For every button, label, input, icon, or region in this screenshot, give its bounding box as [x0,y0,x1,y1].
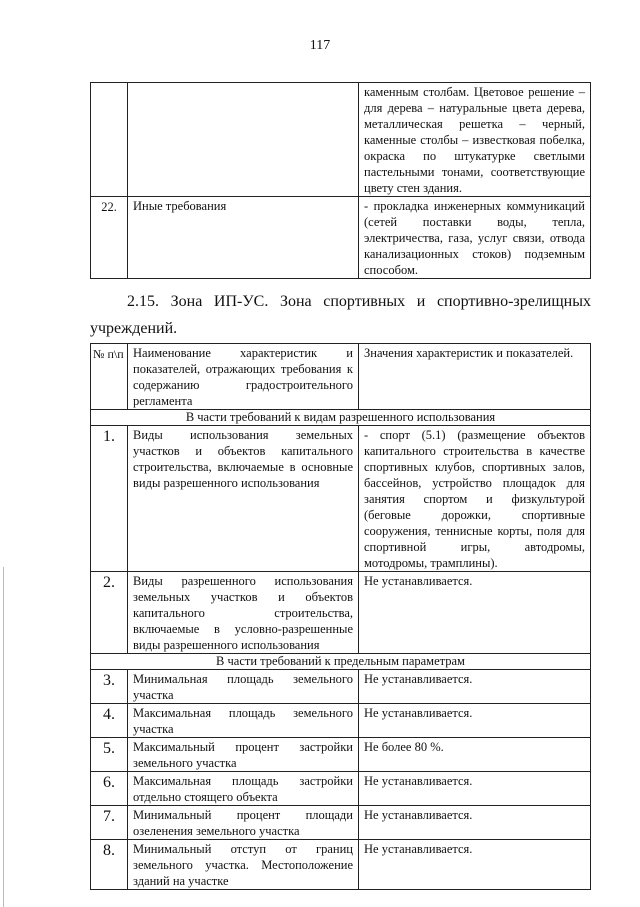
row-value: - спорт (5.1) (размещение объектов капитального строительства в качестве спортивных клубов, спортивных залов, бассейнов, устройство площадок для занятия спортом и физкультурой (беговые дорожки, спортивные сооружения, теннисные корты, поля для спортивной игры, автодромы, мотодромы, трамплины). [359,426,591,572]
row-value: - прокладка инженерных коммуникаций (сетей поставки воды, тепла, электричества, газа, услуг связи, отвода канализационных стоков) подземным способом. [359,197,591,279]
row-number: 22. [91,197,128,279]
header-number: № п\п [91,344,128,410]
page-number: 117 [309,38,331,53]
row-characteristic: Минимальная площадь земельного участка [128,670,359,704]
section-title-permitted-use: В части требований к видам разрешенного использования [91,410,591,426]
row-characteristic: Виды использования земельных участков и объектов капитального строительства, включаемые в основные виды разрешенного использования [128,426,359,572]
header-row [91,344,591,410]
row-characteristic: Минимальный процент площади озеленения земельного участка [128,806,359,840]
table-row [91,738,591,772]
table-row [91,704,591,738]
table-row [91,670,591,704]
row-number: 7. [91,806,128,840]
continued-requirements-table [90,82,591,279]
row-characteristic: Максимальная площадь застройки отдельно стоящего объекта [128,772,359,806]
row-value: Не устанавливается. [359,772,591,806]
section-row [91,410,591,426]
section-heading: 2.15. Зона ИП-УС. Зона спортивных и спортивно-зрелищных [127,293,591,310]
row-value: Не устанавливается. [359,806,591,840]
row-number: 6. [91,772,128,806]
row-value: Не устанавливается. [359,704,591,738]
table-row [91,426,591,572]
section-heading-continuation: учреждений. [90,320,178,337]
row-characteristic [128,83,359,197]
section-row [91,654,591,670]
section-title-limit-parameters: В части требований к предельным параметрам [91,654,591,670]
row-number: 8. [91,840,128,890]
row-value: Не более 80 %. [359,738,591,772]
table-row [91,572,591,654]
row-value: каменным столбам. Цветовое решение – для дерева – натуральные цвета дерева, металлическая решетка – черный, каменные столбы – известковая побелка, окраска по штукатурке светлыми пастельными тонами, соответствующие цвету стен здания. [359,83,591,197]
row-number: 1. [91,426,128,572]
row-value: Не устанавливается. [359,840,591,890]
row-number: 3. [91,670,128,704]
row-value: Не устанавливается. [359,572,591,654]
row-number: 2. [91,572,128,654]
zone-regulations-table [90,343,591,890]
row-number [91,83,128,197]
table-row [91,772,591,806]
row-number: 4. [91,704,128,738]
row-number: 5. [91,738,128,772]
header-characteristic: Наименование характеристик и показателей, отражающих требования к содержанию градостроительного регламента [128,344,359,410]
table-row [91,840,591,890]
scan-edge-line [3,567,4,907]
row-characteristic: Максимальная площадь земельного участка [128,704,359,738]
row-value: Не устанавливается. [359,670,591,704]
table-row [91,197,591,279]
table-row [91,806,591,840]
header-value: Значения характеристик и показателей. [359,344,591,410]
table-row [91,83,591,197]
row-characteristic: Иные требования [128,197,359,279]
row-characteristic: Максимальный процент застройки земельного участка [128,738,359,772]
row-characteristic: Минимальный отступ от границ земельного участка. Местоположение зданий на участке [128,840,359,890]
row-characteristic: Виды разрешенного использования земельных участков и объектов капитального строительства, включаемые в условно-разрешенные виды разрешенного использования [128,572,359,654]
